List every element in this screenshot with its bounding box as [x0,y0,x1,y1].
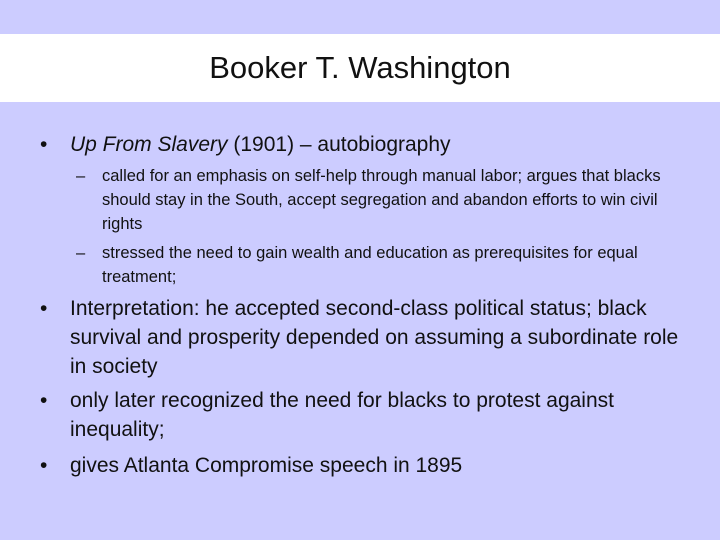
bullet-marker: • [40,389,48,412]
bullet-text-rest: (1901) – autobiography [227,133,451,156]
bullet-item [40,130,680,159]
bullet-text [70,130,680,159]
bullet-item [40,451,680,480]
dash-marker: – [76,244,86,262]
bullet-item [40,386,680,444]
sub-bullet-text: called for an emphasis on self-help through manual labor; argues that blacks should stay in the South, accept segregation and abandon efforts to win civil rights [102,167,661,233]
book-title: Up From Slavery [70,133,228,156]
bullet-text: only later recognized the need for blacks to protest against inequality; [70,389,614,441]
bullet-marker: • [40,133,48,156]
bullet-text: gives Atlanta Compromise speech in 1895 [70,454,463,477]
sub-bullet-item [76,241,676,289]
bullet-marker: • [40,297,48,320]
sub-bullet-text: stressed the need to gain wealth and education as prerequisites for equal treatment; [102,244,638,286]
bullet-marker: • [40,454,48,477]
sub-bullet-item [76,164,676,236]
bullet-text: Interpretation: he accepted second-class political status; black survival and prosperity depended on assuming a subordinate role in society [70,297,679,378]
slide-title: Booker T. Washington [209,50,511,85]
bullet-item [40,294,680,381]
dash-marker: – [76,167,86,185]
